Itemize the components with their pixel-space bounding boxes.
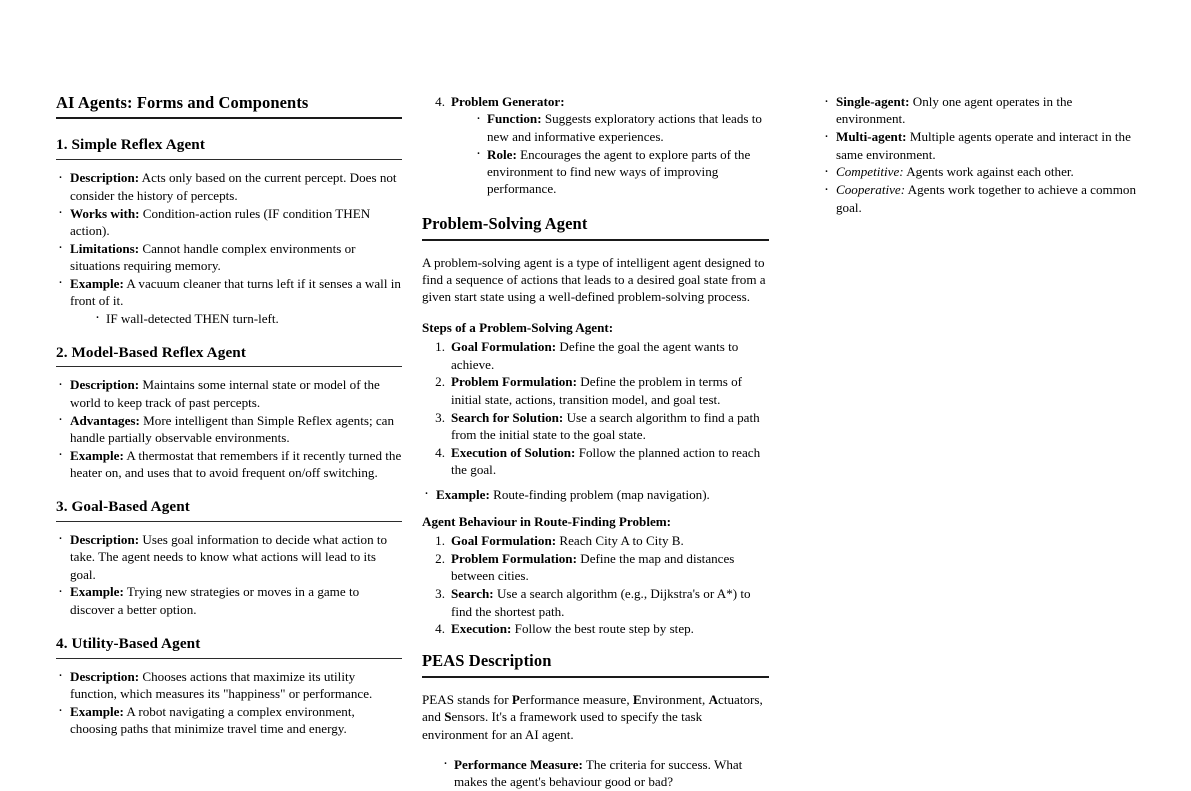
bullet-text: Condition-action rules (IF condition THEN action). xyxy=(70,205,371,238)
list-item xyxy=(422,93,769,198)
sub-list-item xyxy=(473,146,769,198)
section-heading-utility-based: 4. Utility-Based Agent xyxy=(56,635,402,659)
step-text: Follow the best route step by step. xyxy=(514,621,694,637)
bullet-text: Trying new strategies or moves in a game to discover a better option. xyxy=(70,584,360,617)
step-text: Define the problem in terms of initial state, actions, transition model, and goal test. xyxy=(451,374,743,407)
list-problem-solving-steps xyxy=(422,338,769,478)
bullet-label: Cooperative: xyxy=(836,182,906,198)
bullet-label: Description: xyxy=(70,531,140,547)
bullet-text: Maintains some internal state or model of the world to keep track of past percepts. xyxy=(70,377,380,410)
list-item xyxy=(822,128,1136,163)
bullet-label: Example: xyxy=(436,486,490,502)
list-item xyxy=(56,376,402,411)
problem-solving-intro: A problem-solving agent is a type of intelligent agent designed to find a sequence of actions that leads to a desired goal state from a given start state using a well-defined problem-solving process. xyxy=(422,254,766,305)
step-label: Goal Formulation: xyxy=(451,339,557,355)
step-text: Use a search algorithm (e.g., Dijkstra's or A*) to find the shortest path. xyxy=(451,586,751,619)
list-item xyxy=(422,338,769,373)
bullet-text: A thermostat that remembers if it recently turned the heater on, and uses that to avoid frequent on/off switching. xyxy=(70,447,402,481)
list-item xyxy=(56,583,402,618)
item-title: Problem Generator: xyxy=(451,94,565,109)
column-2 xyxy=(422,93,769,790)
step-label: Search for Solution: xyxy=(451,409,564,425)
peas-cap-p: P xyxy=(511,691,520,707)
list-item xyxy=(56,275,402,327)
bullet-label: Works with: xyxy=(70,205,140,221)
list-model-based-reflex xyxy=(56,376,402,481)
bullet-label: Example: xyxy=(70,584,124,600)
list-item xyxy=(56,205,402,240)
bullet-label: Description: xyxy=(70,170,140,186)
step-text: Define the goal the agent wants to achieve. xyxy=(451,339,739,372)
bullet-text: Cannot handle complex environments or situations requiring memory. xyxy=(70,240,356,274)
list-item xyxy=(422,532,769,549)
bullet-text: A vacuum cleaner that turns left if it senses a wall in front of it. xyxy=(70,275,401,309)
list-problem-solving-example xyxy=(422,486,769,503)
peas-text: nvironment, xyxy=(641,691,709,707)
bullet-text: Multiple agents operate and interact in the same environment. xyxy=(836,129,1131,162)
bullet-label: Multi-agent: xyxy=(836,129,907,145)
peas-text: PEAS stands for xyxy=(422,691,512,707)
step-label: Goal Formulation: xyxy=(451,533,557,549)
step-text: Define the map and distances between cities. xyxy=(451,551,735,584)
peas-text: ensors. It's a framework used to specify the task environment for an AI agent. xyxy=(422,709,703,742)
route-finding-label: Agent Behaviour in Route-Finding Problem: xyxy=(422,513,672,529)
bullet-label: Limitations: xyxy=(70,240,140,256)
list-item xyxy=(822,181,1136,216)
list-peas-components xyxy=(422,756,769,791)
bullet-text: Route-finding problem (map navigation). xyxy=(493,486,710,502)
list-goal-based xyxy=(56,531,402,618)
list-item xyxy=(56,531,402,583)
bullet-label: Description: xyxy=(70,377,140,393)
list-utility-based xyxy=(56,668,402,738)
list-item xyxy=(56,240,402,275)
list-item xyxy=(422,550,769,585)
sub-list xyxy=(451,110,769,197)
bullet-label: Advantages: xyxy=(70,412,140,428)
list-item xyxy=(422,373,769,408)
bullet-label: Description: xyxy=(70,668,140,684)
list-problem-generator xyxy=(422,93,769,198)
section-heading-problem-solving-agent: Problem-Solving Agent xyxy=(422,214,769,240)
list-item xyxy=(440,756,769,791)
bullet-label: Performance Measure: xyxy=(454,756,583,772)
section-heading-model-based-reflex: 2. Model-Based Reflex Agent xyxy=(56,344,402,368)
column-3 xyxy=(822,93,1136,626)
bullet-text: Encourages the agent to explore parts of the environment to find new ways of improving performance. xyxy=(487,146,751,197)
list-item xyxy=(422,444,769,479)
bullet-text: Uses goal information to decide what action to take. The agent needs to know what actions will lead to its goal. xyxy=(70,531,388,582)
step-text: Use a search algorithm to find a path from the initial state to the goal state. xyxy=(451,409,760,442)
bullet-label: Function: xyxy=(487,111,542,127)
list-item xyxy=(56,169,402,204)
bullet-label: Example: xyxy=(70,275,124,291)
bullet-text: The criteria for success. What makes the agent's behaviour good or bad? xyxy=(454,756,743,790)
step-label: Problem Formulation: xyxy=(451,374,577,390)
section-heading-peas-description: PEAS Description xyxy=(422,651,769,677)
bullet-text: Only one agent operates in the environment. xyxy=(836,94,1073,127)
peas-text: erformance measure, xyxy=(519,691,633,707)
bullet-text: Agents work together to achieve a common goal. xyxy=(836,182,1136,215)
bullet-label: Example: xyxy=(70,703,124,719)
list-item xyxy=(822,93,1136,128)
peas-cap-s: S xyxy=(444,709,452,725)
list-item xyxy=(822,163,1136,180)
peas-cap-e: E xyxy=(632,691,642,707)
section-heading-simple-reflex: 1. Simple Reflex Agent xyxy=(56,136,402,160)
column-1 xyxy=(56,93,402,737)
sub-list-item xyxy=(473,110,769,145)
list-item xyxy=(56,668,402,703)
list-item xyxy=(56,447,402,482)
bullet-text: A robot navigating a complex environment, choosing paths that minimize travel time and energy. xyxy=(70,703,355,737)
bullet-label: Role: xyxy=(487,146,517,162)
step-label: Execution: xyxy=(451,621,512,637)
bullet-label: Single-agent: xyxy=(836,94,910,109)
list-item xyxy=(422,409,769,444)
peas-cap-a: A xyxy=(708,691,719,707)
list-item xyxy=(422,620,769,637)
list-simple-reflex xyxy=(56,169,402,327)
list-item xyxy=(422,486,769,503)
list-item xyxy=(56,703,402,738)
peas-intro xyxy=(422,691,769,743)
steps-label: Steps of a Problem-Solving Agent: xyxy=(422,319,614,335)
step-text: Follow the planned action to reach the goal. xyxy=(451,444,761,478)
peas-text: ctuators, and xyxy=(422,691,763,725)
bullet-label: Competitive: xyxy=(836,164,904,180)
page-title: AI Agents: Forms and Components xyxy=(56,93,402,119)
bullet-label: Example: xyxy=(70,447,124,463)
sub-list-item: · IF wall-detected THEN turn-left. xyxy=(92,310,402,327)
list-agent-environment-types xyxy=(822,93,1136,216)
bullet-text: Acts only based on the current percept. Does not consider the history of percepts. xyxy=(70,170,397,203)
step-label: Problem Formulation: xyxy=(451,551,577,566)
step-label: Execution of Solution: xyxy=(451,444,576,460)
step-text: Reach City A to City B. xyxy=(559,533,684,549)
section-heading-goal-based: 3. Goal-Based Agent xyxy=(56,498,402,522)
bullet-text: More intelligent than Simple Reflex agents; can handle partially observable environments. xyxy=(70,412,395,445)
bullet-text: Suggests exploratory actions that leads to new and informative experiences. xyxy=(487,111,762,144)
list-item xyxy=(56,412,402,447)
list-item xyxy=(422,585,769,620)
list-route-finding-steps xyxy=(422,532,769,638)
sub-list xyxy=(70,310,402,327)
step-label: Search: xyxy=(451,586,494,602)
bullet-text: Chooses actions that maximize its utility function, which measures its "happiness" or performance. xyxy=(70,668,373,701)
bullet-text: Agents work against each other. xyxy=(906,164,1074,180)
